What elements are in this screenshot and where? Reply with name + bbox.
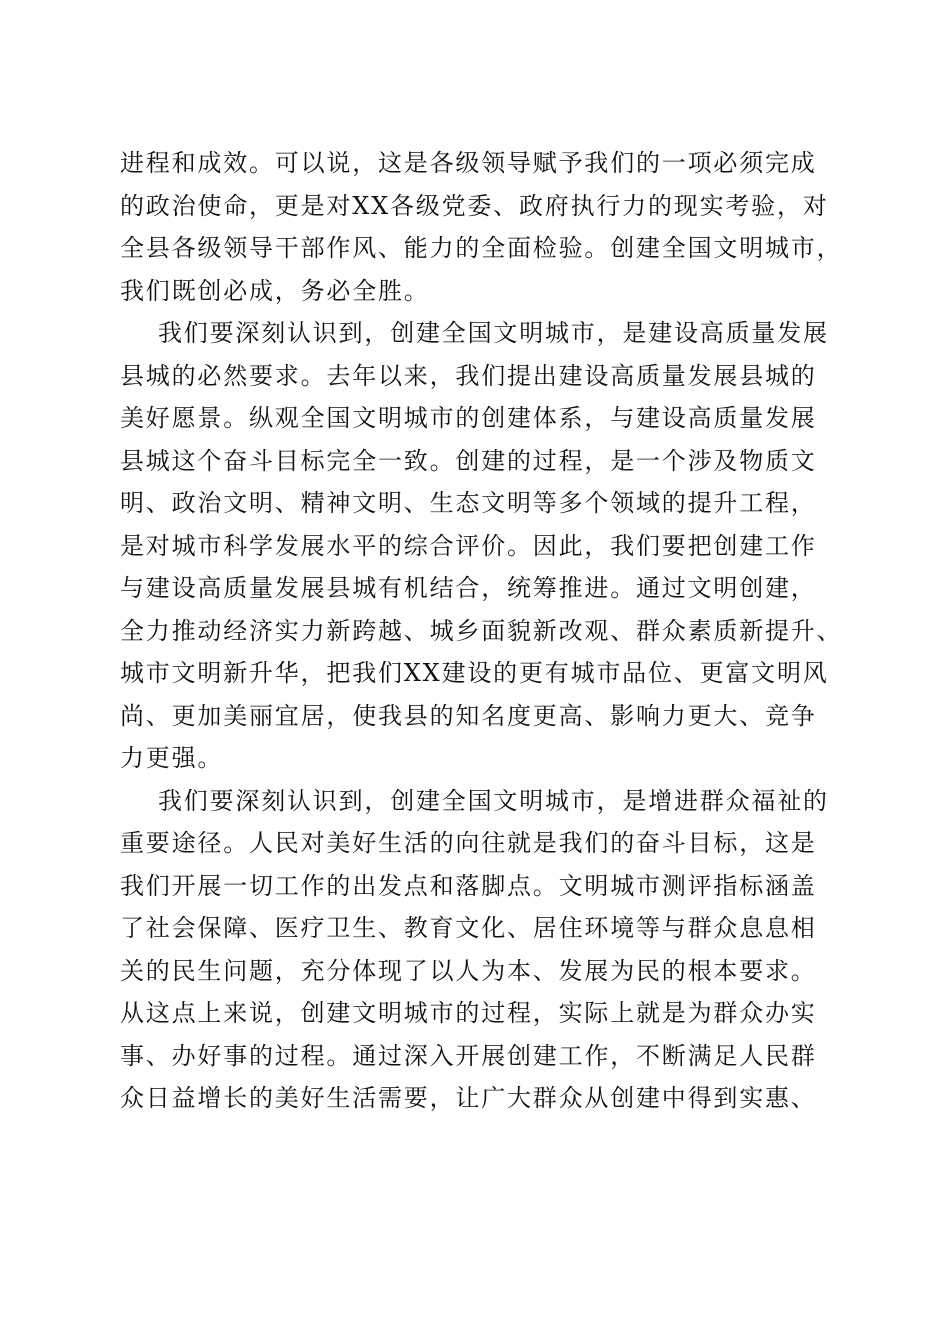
text-line: 关的民生问题，充分体现了以人为本、发展为民的根本要求。 — [120, 956, 817, 985]
text-line: 事、办好事的过程。通过深入开展创建工作，不断满足人民群 — [120, 1041, 817, 1070]
text-line: 尚、更加美丽宜居，使我县的知名度更高、影响力更大、竞争 — [120, 701, 817, 730]
text-line: 重要途径。人民对美好生活的向往就是我们的奋斗目标，这是 — [120, 829, 817, 857]
text-line: 众日益增长的美好生活需要，让广大群众从创建中得到实惠、 — [120, 1084, 817, 1112]
text-line: 县城的必然要求。去年以来，我们提出建设高质量发展县城的 — [120, 361, 817, 390]
text-line: 城市文明新升华，把我们XX建设的更有城市品位、更富文明风 — [120, 659, 829, 687]
text-line: 与建设高质量发展县城有机结合，统筹推进。通过文明创建， — [120, 574, 817, 602]
paragraph-first-line: 我们要深刻认识到，创建全国文明城市，是增进群众福祉的 — [158, 786, 829, 815]
text-line: 从这点上来说，创建文明城市的过程，实际上就是为群众办实 — [120, 999, 817, 1027]
text-line: 力更强。 — [120, 744, 224, 772]
text-line: 美好愿景。纵观全国文明城市的创建体系，与建设高质量发展 — [120, 404, 817, 432]
body-text — [120, 142, 843, 1120]
text-line: 明、政治文明、精神文明、生态文明等多个领域的提升工程， — [120, 489, 817, 517]
text-line: 全力推动经济实力新跨越、城乡面貌新改观、群众素质新提升、 — [120, 616, 843, 645]
text-line: 进程和成效。可以说，这是各级领导赋予我们的一项必须完成 — [120, 149, 817, 177]
text-line: 了社会保障、医疗卫生、教育文化、居住环境等与群众息息相 — [120, 914, 817, 942]
text-line: 的政治使命，更是对XX各级党委、政府执行力的现实考验，对 — [120, 191, 829, 220]
text-line: 我们开展一切工作的出发点和落脚点。文明城市测评指标涵盖 — [120, 871, 817, 900]
text-line: 全县各级领导干部作风、能力的全面检验。创建全国文明城市， — [120, 234, 843, 262]
paragraph-first-line: 我们要深刻认识到，创建全国文明城市，是建设高质量发展 — [158, 319, 829, 347]
text-line: 我们既创必成，务必全胜。 — [120, 276, 430, 305]
text-line: 是对城市科学发展水平的综合评价。因此，我们要把创建工作 — [120, 531, 817, 560]
text-line: 县城这个奋斗目标完全一致。创建的过程，是一个涉及物质文 — [120, 446, 817, 475]
